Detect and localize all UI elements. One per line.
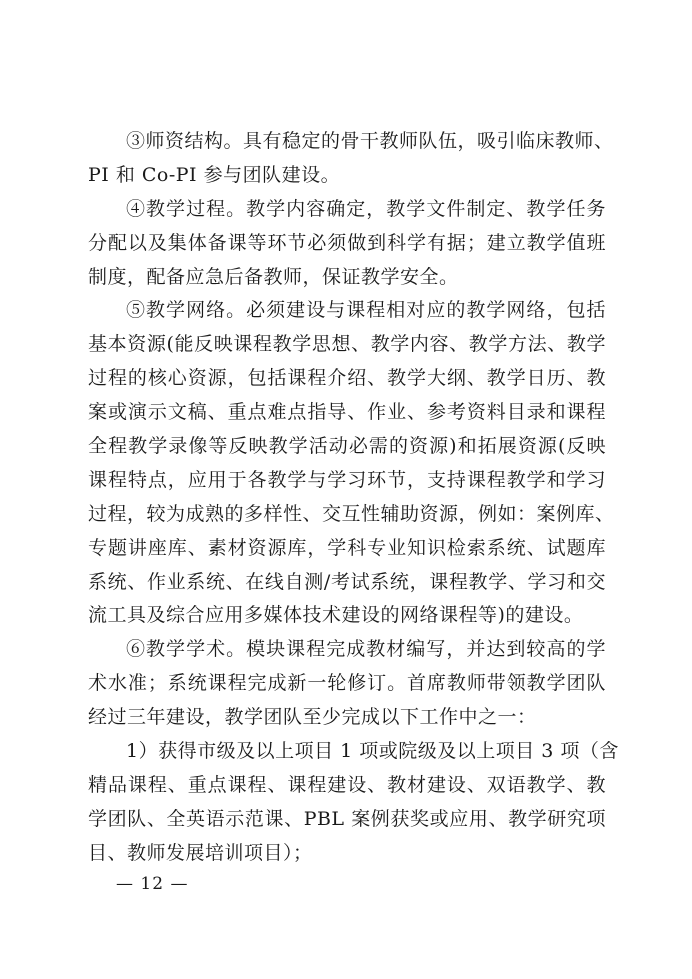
- text-line: PI 和 Co-PI 参与团队建设。: [88, 163, 341, 186]
- text-line: 过程的核心资源，包括课程介绍、教学大纲、教学日历、教: [88, 367, 606, 390]
- paragraph: [88, 735, 619, 871]
- page-number: — 12 —: [116, 874, 189, 894]
- text-line: ⑤教学网络。必须建设与课程相对应的教学网络，包括: [126, 299, 606, 322]
- text-line: 分配以及集体备课等环节必须做到科学有据；建立教学值班: [88, 231, 606, 254]
- text-line: 流工具及综合应用多媒体技术建设的网络课程等)的建设。: [88, 604, 584, 627]
- text-line: 过程，较为成熟的多样性、交互性辅助资源，例如：案例库、: [88, 502, 615, 525]
- paragraph: [88, 125, 614, 193]
- text-line: 全程教学录像等反映教学活动必需的资源)和拓展资源(反映: [88, 435, 606, 458]
- text-line: 1）获得市级及以上项目 1 项或院级及以上项目 3 项（含: [126, 740, 619, 763]
- text-line: 术水准；系统课程完成新一轮修订。首席教师带领教学团队: [88, 672, 606, 695]
- text-line: ③师资结构。具有稳定的骨干教师队伍，吸引临床教师、: [126, 130, 614, 152]
- text-line: 经过三年建设，教学团队至少完成以下工作中之一：: [88, 706, 537, 729]
- text-line: 课程特点，应用于各教学与学习环节，支持课程教学和学习: [88, 468, 606, 491]
- paragraph: [88, 633, 606, 735]
- text-line: ④教学过程。教学内容确定，教学文件制定、教学任务: [126, 197, 606, 220]
- text-line: 案或演示文稿、重点难点指导、作业、参考资料目录和课程: [88, 401, 606, 424]
- text-line: 系统、作业系统、在线自测/考试系统，课程教学、学习和交: [88, 570, 606, 593]
- text-line: 精品课程、重点课程、课程建设、教材建设、双语教学、教: [88, 773, 606, 796]
- body-text: [88, 125, 619, 871]
- text-line: 专题讲座库、素材资源库，学科专业知识检索系统、试题库: [88, 536, 606, 559]
- text-line: 学团队、全英语示范课、PBL 案例获奖或应用、教学研究项: [88, 807, 606, 830]
- text-line: ⑥教学学术。模块课程完成教材编写，并达到较高的学: [126, 638, 606, 661]
- text-line: 基本资源(能反映课程教学思想、教学内容、教学方法、教学: [88, 333, 606, 356]
- text-line: 制度，配备应急后备教师，保证教学安全。: [88, 265, 459, 288]
- paragraph: [88, 294, 615, 633]
- text-line: 目、教师发展培训项目）；: [88, 841, 313, 864]
- paragraph: [88, 193, 606, 295]
